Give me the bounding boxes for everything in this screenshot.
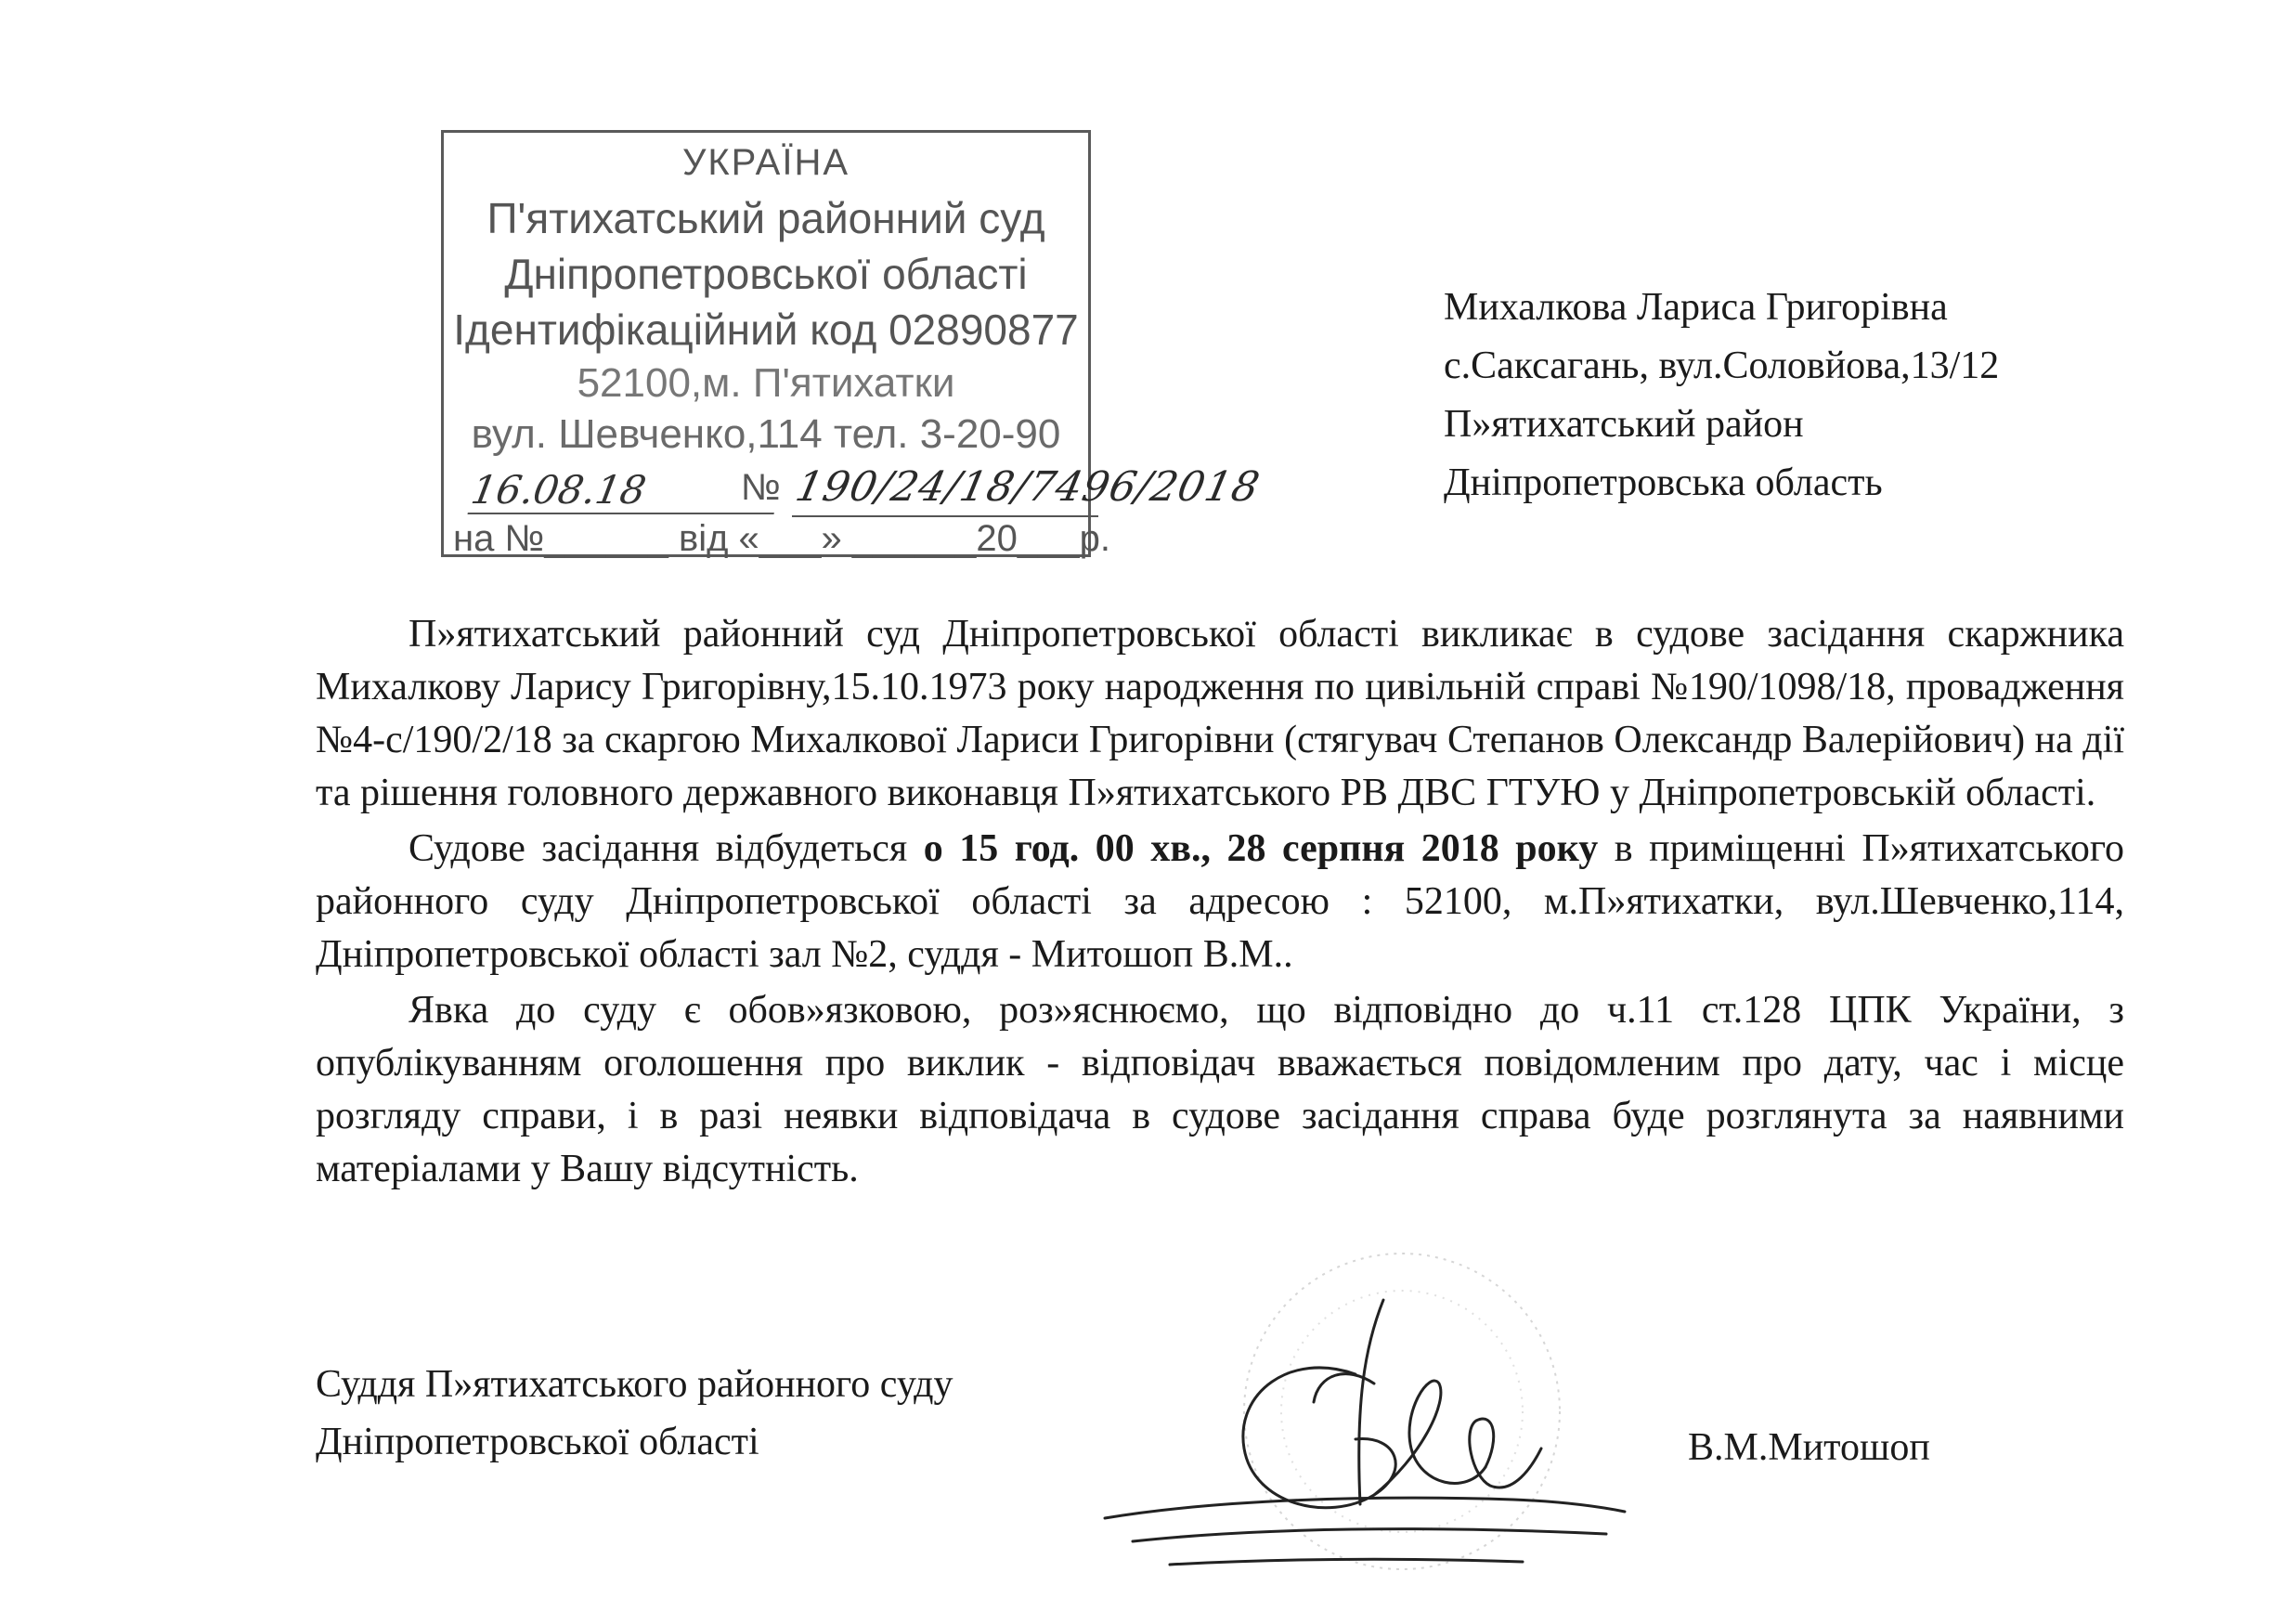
hearing-intro: Судове засідання відбудеться	[409, 827, 924, 870]
registration-stamp	[441, 130, 1265, 559]
judge-name: В.М.Митошоп	[1688, 1426, 1930, 1469]
handwritten-signature	[1077, 1263, 1634, 1606]
addressee-district: П»ятихатський район	[1444, 403, 1804, 446]
stamp-registration-row	[453, 463, 1265, 523]
addressee-address: с.Саксагань, вул.Соловйова,13/12	[1444, 344, 2000, 387]
stamp-id-code: Ідентифікаційний код 02890877	[453, 305, 1079, 354]
signer-title-line2: Дніпропетровської області	[316, 1421, 759, 1463]
stamp-postal: 52100,м. П'ятихатки	[577, 360, 955, 406]
hearing-location: в приміщенні П»ятихатського районного суду Дніпропетровської області за адресою : 52100, м.П»ятихатки, вул.Шевченко,114, Дніпропетровської області зал №2, суддя - Митошоп В.М..	[316, 827, 2125, 976]
addressee-region: Дніпропетровська область	[1444, 461, 1883, 504]
addressee-block	[1444, 279, 1999, 513]
summons-body	[316, 608, 2124, 1199]
stamp-street-phone: вул. Шевченко,114 тел. 3-20-90	[471, 411, 1061, 457]
signer-title-line1: Суддя П»ятихатського районного суду	[316, 1363, 953, 1406]
stamp-court-region: Дніпропетровської області	[504, 250, 1028, 298]
stamp-reply-line: на №______ від «___» ______20___р.	[453, 518, 1110, 559]
paragraph-summons: П»ятихатський районний суд Дніпропетровської області викликає в судове засідання скаржника Михалкову Ларису Григорівну,15.10.1973 року народження по цивільній справі №190/1098/18, провадження №4-с/190/2/18 за скаргою Михалкової Лариси Григорівни (стягувач Степанов Олександр Валерійович) на дії та рішення головного державного виконавця П»ятихатського РВ ДВС ГТУЮ у Дніпропетровській області.	[316, 613, 2124, 814]
stamp-reg-number: 190/24/18/7496/2018	[791, 463, 1265, 511]
hearing-datetime: о 15 год. 00 хв., 28 серпня 2018 року	[923, 827, 1599, 870]
stamp-reg-no-label: №	[741, 467, 781, 508]
stamp-reg-date: 16.08.18	[468, 467, 783, 514]
stamp-reg-underline	[792, 515, 1098, 517]
signer-title-block	[316, 1356, 953, 1471]
stamp-country: УКРАЇНА	[681, 142, 850, 183]
stamp-court-name: П'ятихатський районний суд	[486, 194, 1045, 242]
paragraph-attendance: Явка до суду є обов»язковою, роз»яснюємо, що відповідно до ч.11 ст.128 ЦПК України, з опублікуванням оголошення про виклик - відповідач вважається повідомленим про дату, час і місце розгляду справи, і в разі неявки відповідача в судове засідання справа буде розглянута за наявними матеріалами у Вашу відсутність.	[316, 989, 2124, 1190]
addressee-name: Михалкова Лариса Григорівна	[1444, 286, 1948, 329]
paragraph-hearing	[316, 823, 2124, 981]
